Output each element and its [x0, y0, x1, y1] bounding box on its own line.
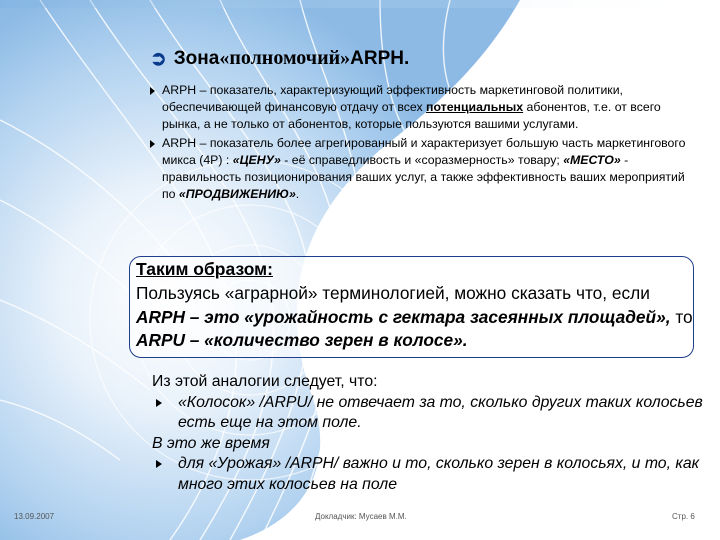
- emphasis-promotion: «ПРОДВИЖЕНИЮ»: [178, 187, 296, 201]
- definition-text: - её справедливость и «соразмерность» товару;: [280, 153, 564, 167]
- triangle-bullet-icon: [156, 460, 162, 468]
- callout-emphasis-arpu: ARPU – «количество зерен в колосе».: [136, 330, 468, 350]
- emphasis-price: «ЦЕНУ»: [232, 153, 281, 167]
- footer-author: Докладчик: Мусаев М.М.: [315, 512, 407, 521]
- definition-text: ARPH – показатель, характеризующий эффективность маркетинговой политики, обеспечивающей финансовую отдачу от всех: [162, 83, 623, 114]
- footer-date: 13.09.2007: [14, 512, 55, 521]
- analogy-intro: Из этой аналогии следует, что:: [152, 373, 378, 390]
- footer-page-number: Стр. 6: [672, 512, 695, 521]
- callout-emphasis-arph: ARPH – это «урожайность с гектара засеянных площадей»,: [136, 306, 671, 327]
- definition-text: абонентов, т.е. от всего рынка, а не только от абонентов, которые пользуются вашими услугами.: [162, 100, 661, 131]
- triangle-bullet-icon: [156, 399, 162, 407]
- analogy-item-1: [152, 393, 712, 434]
- callout-text: Пользуясь «аграрной» терминологией, можно сказать что, если: [136, 283, 650, 303]
- definition-text: .: [295, 187, 300, 201]
- circled-right-arrow-icon: ➲: [150, 48, 167, 70]
- analogy-meanwhile: В это же время: [152, 434, 270, 452]
- emphasis-place: «МЕСТО»: [563, 153, 621, 167]
- slide-title: [150, 46, 409, 71]
- analogy-item-2: [152, 454, 712, 495]
- analogy-item-text: «Колосок» /ARPU/ не отвечает за то, сколько других таких колосьев есть еще на этом поле.: [178, 393, 703, 431]
- title-quoted: «полномочий»: [219, 47, 351, 69]
- definition-text: - правильность позиционирования ваших услуг, а также эффективность ваших мероприятий по: [162, 153, 685, 201]
- callout-text: то: [670, 306, 693, 327]
- emphasis-potential: потенциальных: [426, 100, 524, 114]
- definition-item-2: [150, 135, 690, 203]
- analogy-item-text: для «Урожая» /ARPH/ важно и то, сколько зерен в колосьях, и то, как много этих колосьев на поле: [178, 455, 700, 493]
- triangle-bullet-icon: [150, 140, 155, 148]
- definition-item-1: [150, 82, 690, 133]
- callout-body: [136, 282, 696, 353]
- title-suffix: ARPH.: [350, 47, 410, 69]
- callout-heading: Таким образом:: [136, 259, 273, 279]
- definition-text: ARPH – показатель более агрегированный и характеризует большую часть маркетингового микса (4P) :: [162, 136, 686, 167]
- title-prefix: Зона: [173, 47, 220, 69]
- definition-list: [150, 82, 690, 205]
- triangle-bullet-icon: [150, 87, 155, 95]
- analogy-section: [152, 372, 712, 495]
